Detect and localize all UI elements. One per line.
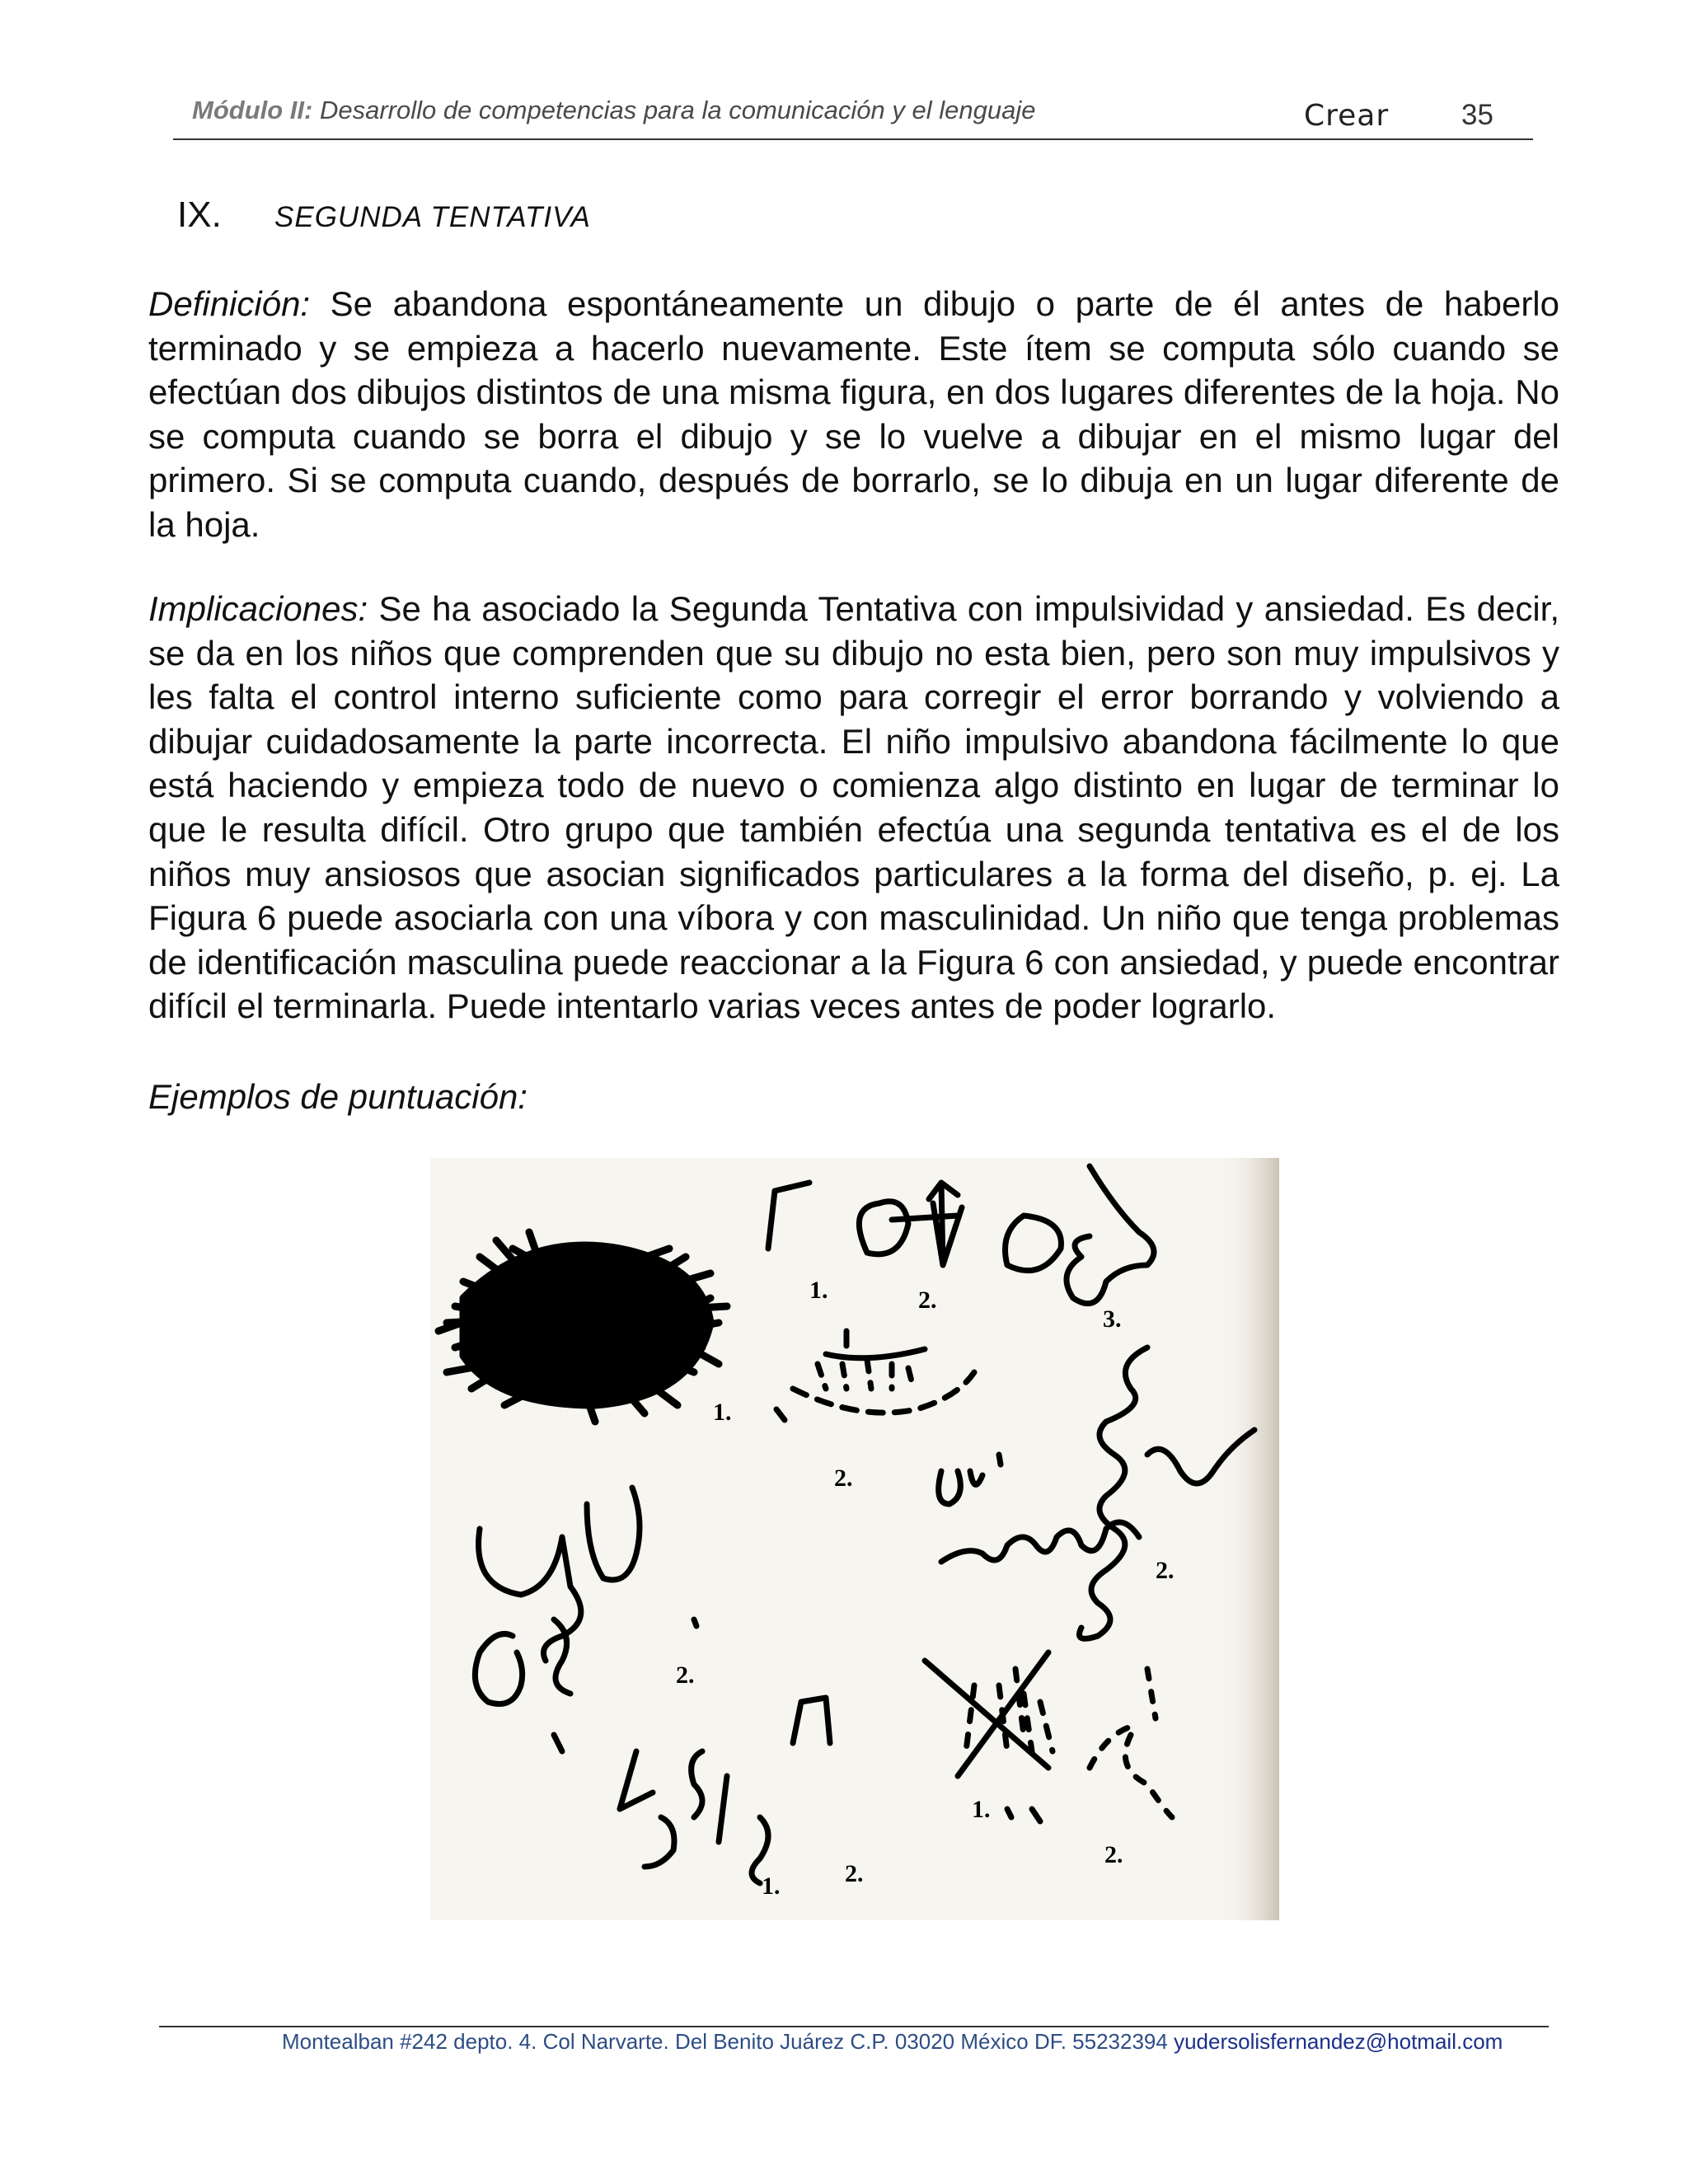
definition-label: Definición: [148,284,311,323]
module-label: Módulo II: [192,96,313,124]
section-tag: Crear [1304,99,1390,133]
section-title: SEGUNDA TENTATIVA [274,201,591,233]
implications-label: Implicaciones: [148,589,368,628]
figure-label-2: 2. [834,1465,853,1492]
module-name: Desarrollo de competencias para la comunicación y el lenguaje [312,96,1036,124]
definition-text: Se abandona espontáneamente un dibujo o parte de él antes de haberlo terminado y se empieza a hacerlo nuevamente. Este ítem se computa sólo cuando se efectúan dos dibujos distintos de una misma figura, en dos lugares diferentes de la hoja. No se computa cuando se borra el dibujo y se lo vuelve a dibujar en el mismo lugar del primero. Si se computa cuando, después de borrarlo, se lo dibuja en un lugar diferente de la hoja. [148,284,1559,544]
page-header [173,92,1533,140]
figure-label-2: 2. [1156,1557,1175,1584]
figure-label-2: 2. [845,1860,864,1887]
section-heading [177,194,591,236]
footer-divider [159,2026,1549,2027]
page-number: 35 [1461,99,1493,131]
definition-paragraph [148,282,1559,547]
figure-label-2: 2. [918,1286,937,1314]
figure-label-2: 2. [1104,1841,1123,1868]
figure-label-1: 1. [713,1399,732,1426]
module-title [192,96,1035,125]
footer-address: Montealban #242 depto. 4. Col Narvarte. Del Benito Juárez C.P. 03020 México DF. 55232394 [282,2029,1175,2054]
footer-email[interactable]: yudersolisfernandez@hotmail.com [1174,2029,1503,2054]
scoring-examples-figure [430,1158,1279,1920]
examples-heading: Ejemplos de puntuación: [148,1077,528,1116]
figure-label-2: 2. [676,1661,695,1689]
implications-paragraph [148,587,1559,1029]
page-footer [282,2029,1503,2055]
figure-label-1: 1. [762,1872,781,1900]
header-divider [173,138,1533,140]
section-number: IX. [177,194,222,235]
figure-label-3: 3. [1103,1305,1122,1333]
implications-text: Se ha asociado la Segunda Tentativa con impulsividad y ansiedad. Es decir, se da en los niños que comprenden que su dibujo no esta bien, pero son muy impulsivos y les falta el control interno suficiente como para corregir el error borrando y volviendo a dibujar cuidadosamente la parte incorrecta. El niño impulsivo abandona fácilmente lo que está haciendo y empieza todo de nuevo o comienza algo distinto en lugar de terminar lo que le resulta difícil. Otro grupo que también efectúa una segunda tentativa es el de los niños muy ansiosos que asocian significados particulares a la forma del diseño, p. ej. La Figura 6 puede asociarla con una víbora y con masculinidad. Un niño que tenga problemas de identificación masculina puede reaccionar a la Figura 6 con ansiedad, y puede encontrar difícil el terminarla. Puede intentarlo varias veces antes de poder lograrlo. [148,589,1559,1026]
figure-label-1: 1. [809,1277,828,1304]
figure-label-1: 1. [972,1796,991,1823]
